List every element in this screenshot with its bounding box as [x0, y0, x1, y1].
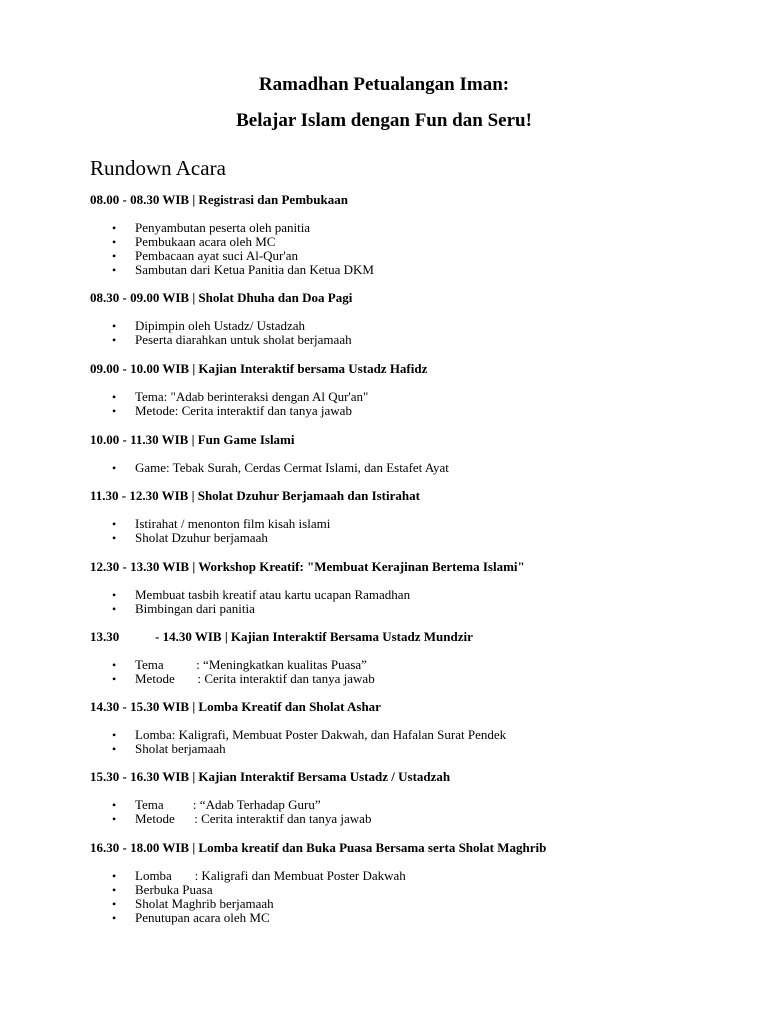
bullet-icon: •	[112, 812, 117, 826]
list-item	[90, 728, 730, 742]
list-item-text: Membuat tasbih kreatif atau kartu ucapan Ramadhan	[135, 587, 411, 602]
list-item	[90, 658, 730, 672]
schedule-block-list	[90, 517, 730, 545]
list-item	[90, 221, 730, 235]
list-item	[90, 249, 730, 263]
schedule-block	[90, 769, 730, 826]
bullet-icon: •	[112, 333, 117, 347]
bullet-icon: •	[112, 672, 117, 686]
schedule-block-heading: 08.30 - 09.00 WIB | Sholat Dhuha dan Doa Pagi	[90, 290, 353, 305]
bullet-icon: •	[112, 588, 117, 602]
schedule-block	[90, 840, 730, 925]
schedule-block	[90, 192, 730, 277]
list-item	[90, 588, 730, 602]
bullet-icon: •	[112, 658, 117, 672]
schedule-block-list	[90, 319, 730, 347]
list-item	[90, 333, 730, 347]
schedule-block-heading: 08.00 - 08.30 WIB | Registrasi dan Pembukaan	[90, 192, 348, 207]
schedule-block	[90, 432, 730, 475]
list-item-text: Bimbingan dari panitia	[135, 601, 255, 616]
schedule-block-list	[90, 658, 730, 686]
schedule-block	[90, 699, 730, 756]
list-item-text: Lomba : Kaligrafi dan Membuat Poster Dakwah	[135, 868, 406, 883]
list-item-text: Istirahat / menonton film kisah islami	[135, 516, 331, 531]
bullet-icon: •	[112, 461, 117, 475]
list-item-text: Metode : Cerita interaktif dan tanya jawab	[135, 671, 375, 686]
schedule-block	[90, 629, 730, 686]
section-heading: Rundown Acara	[90, 156, 226, 180]
list-item-text: Tema : “Adab Terhadap Guru”	[135, 797, 321, 812]
schedule-block	[90, 290, 730, 347]
schedule-block-heading: 14.30 - 15.30 WIB | Lomba Kreatif dan Sholat Ashar	[90, 699, 381, 714]
list-item	[90, 517, 730, 531]
bullet-icon: •	[112, 221, 117, 235]
list-item	[90, 235, 730, 249]
list-item-text: Pembukaan acara oleh MC	[135, 234, 276, 249]
bullet-icon: •	[112, 742, 117, 756]
list-item-text: Metode: Cerita interaktif dan tanya jawab	[135, 403, 352, 418]
document-title-line-2: Belajar Islam dengan Fun dan Seru!	[236, 110, 532, 131]
list-item-text: Sambutan dari Ketua Panitia dan Ketua DKM	[135, 262, 374, 277]
list-item	[90, 390, 730, 404]
list-item-text: Pembacaan ayat suci Al-Qur'an	[135, 248, 298, 263]
list-item	[90, 883, 730, 897]
bullet-icon: •	[112, 263, 117, 277]
schedule-block-list	[90, 221, 730, 277]
list-item-text: Metode : Cerita interaktif dan tanya jawab	[135, 811, 372, 826]
list-item	[90, 812, 730, 826]
bullet-icon: •	[112, 404, 117, 418]
document-title-line-1: Ramadhan Petualangan Iman:	[258, 74, 510, 95]
list-item	[90, 672, 730, 686]
list-item-text: Dipimpin oleh Ustadz/ Ustadzah	[135, 318, 306, 333]
list-item	[90, 798, 730, 812]
list-item-text: Lomba: Kaligrafi, Membuat Poster Dakwah, dan Hafalan Surat Pendek	[135, 727, 507, 742]
schedule-block-heading: 11.30 - 12.30 WIB | Sholat Dzuhur Berjamaah dan Istirahat	[90, 488, 420, 503]
schedule-block	[90, 559, 730, 616]
schedule-block-heading: 12.30 - 13.30 WIB | Workshop Kreatif: "Membuat Kerajinan Bertema Islami"	[90, 559, 525, 574]
schedule-block	[90, 361, 730, 418]
bullet-icon: •	[112, 249, 117, 263]
list-item	[90, 897, 730, 911]
list-item-text: Sholat berjamaah	[135, 741, 226, 756]
schedule-block-list	[90, 869, 730, 925]
bullet-icon: •	[112, 531, 117, 545]
schedule-block-list	[90, 728, 730, 756]
list-item	[90, 911, 730, 925]
bullet-icon: •	[112, 798, 117, 812]
bullet-icon: •	[112, 235, 117, 249]
schedule-block-heading: 13.30 - 14.30 WIB | Kajian Interaktif Bersama Ustadz Mundzir	[90, 629, 473, 644]
bullet-icon: •	[112, 897, 117, 911]
schedule-block-list	[90, 588, 730, 616]
bullet-icon: •	[112, 728, 117, 742]
schedule-block-list	[90, 798, 730, 826]
bullet-icon: •	[112, 911, 117, 925]
list-item-text: Tema : “Meningkatkan kualitas Puasa”	[135, 657, 367, 672]
list-item-text: Peserta diarahkan untuk sholat berjamaah	[135, 332, 352, 347]
schedule-block-heading: 09.00 - 10.00 WIB | Kajian Interaktif bersama Ustadz Hafidz	[90, 361, 428, 376]
bullet-icon: •	[112, 869, 117, 883]
list-item-text: Penyambutan peserta oleh panitia	[135, 220, 311, 235]
list-item	[90, 742, 730, 756]
schedule-block-list	[90, 390, 730, 418]
list-item-text: Game: Tebak Surah, Cerdas Cermat Islami, dan Estafet Ayat	[135, 460, 449, 475]
schedule-block-heading: 16.30 - 18.00 WIB | Lomba kreatif dan Buka Puasa Bersama serta Sholat Maghrib	[90, 840, 547, 855]
list-item	[90, 263, 730, 277]
list-item	[90, 461, 730, 475]
schedule-block	[90, 488, 730, 545]
list-item-text: Berbuka Puasa	[135, 882, 213, 897]
schedule-block-heading: 10.00 - 11.30 WIB | Fun Game Islami	[90, 432, 295, 447]
list-item-text: Tema: "Adab berinteraksi dengan Al Qur'an"	[135, 389, 369, 404]
list-item-text: Sholat Maghrib berjamaah	[135, 896, 274, 911]
bullet-icon: •	[112, 390, 117, 404]
list-item-text: Penutupan acara oleh MC	[135, 910, 270, 925]
bullet-icon: •	[112, 319, 117, 333]
list-item	[90, 869, 730, 883]
bullet-icon: •	[112, 883, 117, 897]
list-item	[90, 531, 730, 545]
bullet-icon: •	[112, 602, 117, 616]
list-item	[90, 404, 730, 418]
list-item	[90, 319, 730, 333]
bullet-icon: •	[112, 517, 117, 531]
schedule-block-heading: 15.30 - 16.30 WIB | Kajian Interaktif Bersama Ustadz / Ustadzah	[90, 769, 451, 784]
list-item-text: Sholat Dzuhur berjamaah	[135, 530, 268, 545]
list-item	[90, 602, 730, 616]
schedule-block-list	[90, 461, 730, 475]
